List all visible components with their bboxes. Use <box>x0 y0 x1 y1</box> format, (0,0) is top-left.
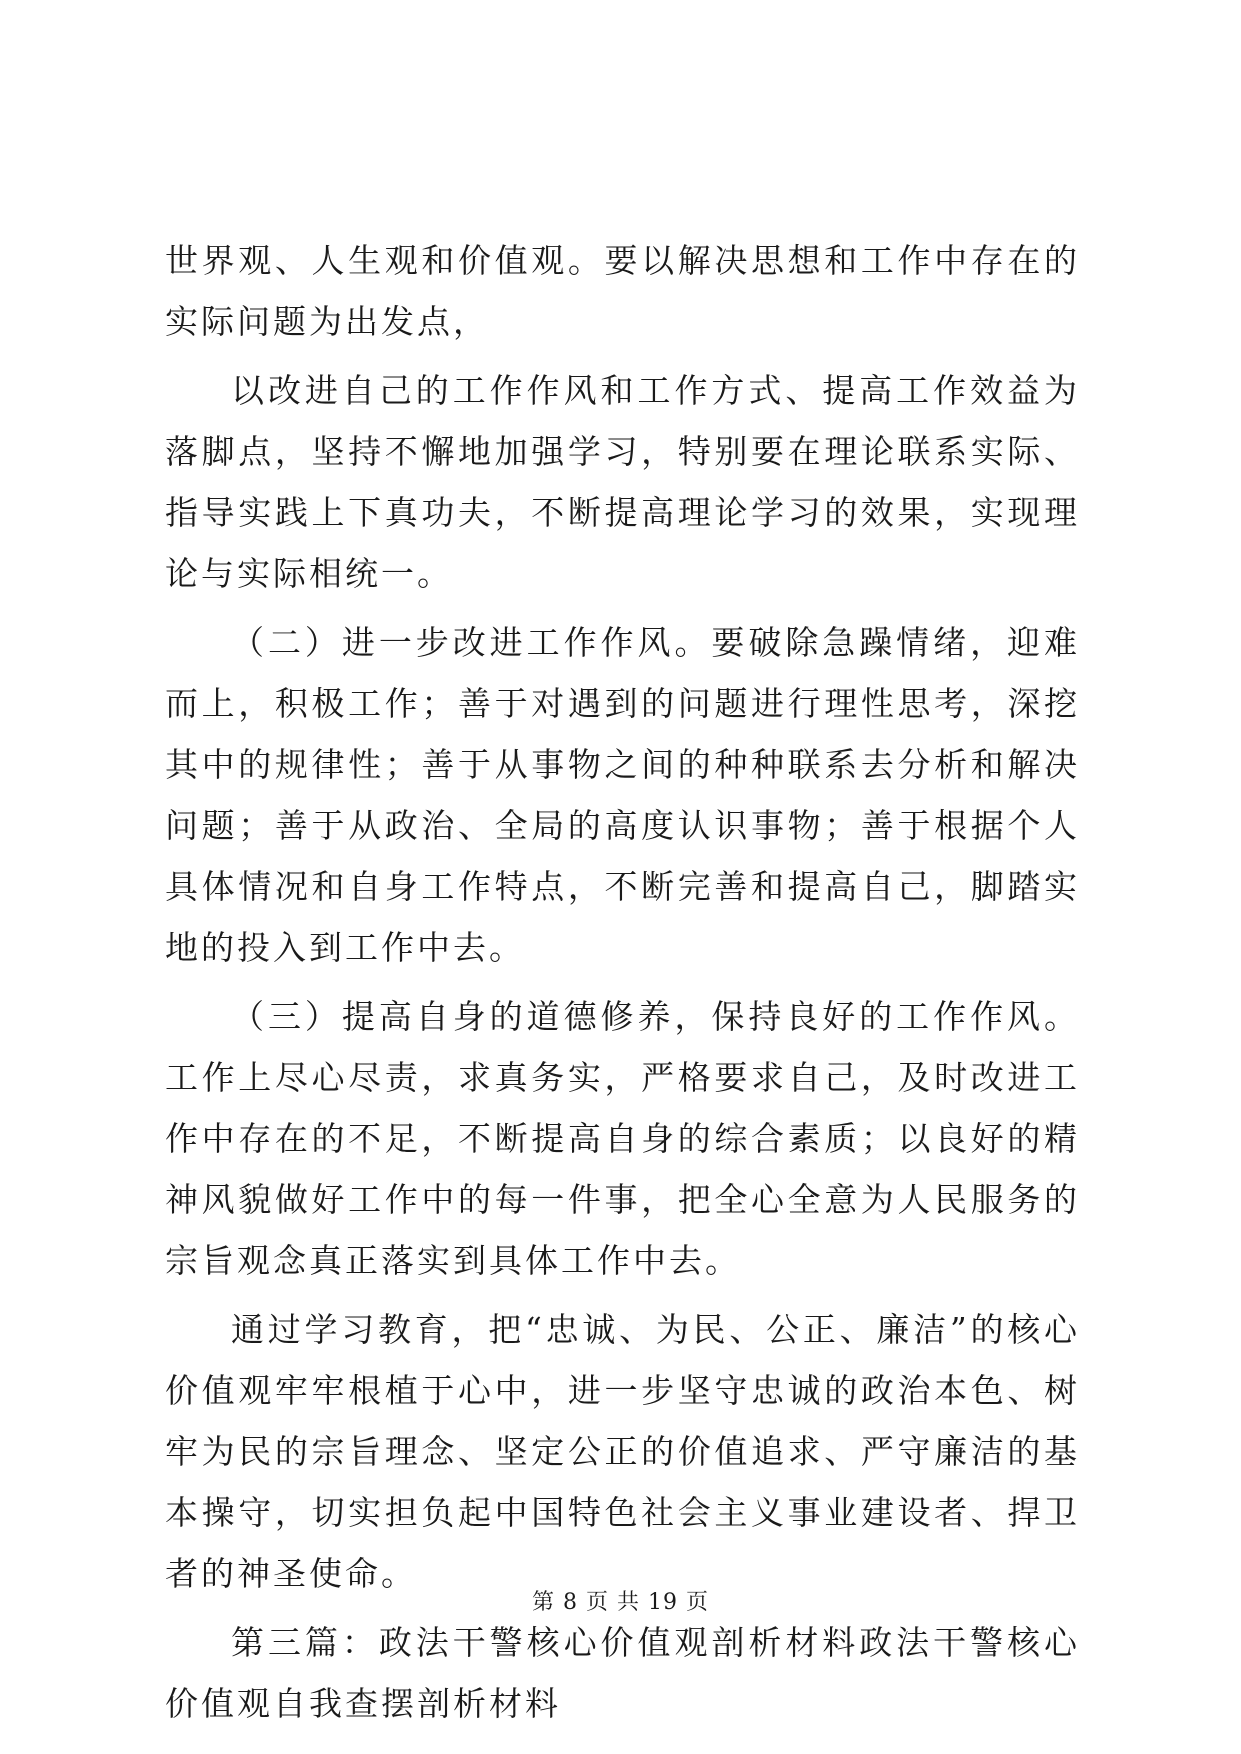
paragraph: 以改进自己的工作作风和工作方式、提高工作效益为落脚点，坚持不懈地加强学习，特别要在理论联系实际、指导实践上下真功夫，不断提高理论学习的效果，实现理论与实际相统一。 <box>165 371 1080 593</box>
paragraph-section-two: （二）进一步改进工作作风。要破除急躁情绪，迎难而上，积极工作；善于对遇到的问题进行理性思考，深挖其中的规律性；善于从事物之间的种种联系去分析和解决问题；善于从政治、全局的高度认识事物；善于根据个人具体情况和自身工作特点，不断完善和提高自己，脚踏实地的投入到工作中去。 <box>165 623 1080 967</box>
page-number-footer: 第 8 页 共 19 页 <box>532 1590 709 1615</box>
paragraph-continuation: 世界观、人生观和价值观。要以解决思想和工作中存在的实际问题为出发点， <box>165 241 1080 341</box>
paragraph-section-three: （三）提高自身的道德修养，保持良好的工作作风。工作上尽心尽责，求真务实，严格要求自己，及时改进工作中存在的不足，不断提高自身的综合素质；以良好的精神风貌做好工作中的每一件事，把全心全意为人民服务的宗旨观念真正落实到具体工作中去。 <box>165 997 1080 1280</box>
document-body <box>165 230 1080 1734</box>
chapter-heading-paragraph: 第三篇：政法干警核心价值观剖析材料政法干警核心价值观自我查摆剖析材料 <box>165 1623 1080 1723</box>
paragraph: 通过学习教育，把“忠诚、为民、公正、廉洁”的核心价值观牢牢根植于心中，进一步坚守忠诚的政治本色、树牢为民的宗旨理念、坚定公正的价值追求、严守廉洁的基本操守，切实担负起中国特色社会主义事业建设者、捍卫者的神圣使命。 <box>165 1310 1080 1593</box>
